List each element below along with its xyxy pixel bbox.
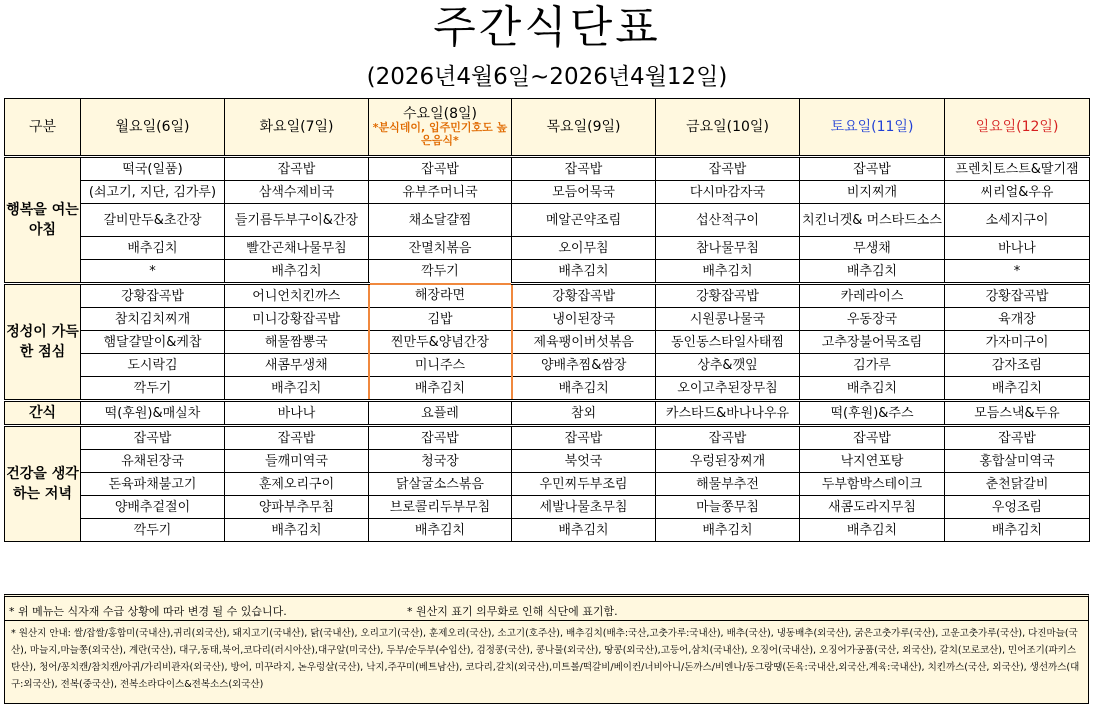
menu-cell: 돈육파채불고기 xyxy=(81,473,225,496)
menu-cell: 세발나물초무침 xyxy=(512,496,656,519)
menu-cell: 우엉조림 xyxy=(945,496,1090,519)
menu-cell: 깍두기 xyxy=(369,260,512,284)
category-header: 구분 xyxy=(5,99,81,157)
menu-cell: 바나나 xyxy=(225,401,369,426)
menu-cell: (쇠고기, 지단, 김가루) xyxy=(81,181,225,204)
menu-cell: 들기름두부구이&간장 xyxy=(225,204,369,237)
menu-cell: 잡곡밥 xyxy=(656,426,800,450)
menu-cell: 잡곡밥 xyxy=(800,157,945,181)
menu-cell: 잡곡밥 xyxy=(81,426,225,450)
menu-cell: 배추김치 xyxy=(945,377,1090,401)
lunch-row xyxy=(5,377,1090,401)
lunch-row xyxy=(5,308,1090,331)
menu-cell: 배추김치 xyxy=(225,519,369,542)
day-header-wed xyxy=(369,99,512,157)
menu-cell: 잔멸치볶음 xyxy=(369,237,512,260)
menu-cell: 배추김치 xyxy=(81,237,225,260)
breakfast-row xyxy=(5,260,1090,284)
menu-cell: 떡(후원)&매실차 xyxy=(81,401,225,426)
day-header-wed-label: 수요일(8일) xyxy=(403,105,477,122)
menu-cell: 배추김치 xyxy=(512,519,656,542)
menu-cell: 새콤도라지무침 xyxy=(800,496,945,519)
menu-cell: 새콤무생채 xyxy=(225,354,369,377)
menu-cell: 양파부추무침 xyxy=(225,496,369,519)
menu-cell: 감자조림 xyxy=(945,354,1090,377)
menu-cell: 카레라이스 xyxy=(800,284,945,308)
menu-cell: * xyxy=(81,260,225,284)
menu-cell: 햄달걀말이&케찹 xyxy=(81,331,225,354)
menu-cell: 채소달걀찜 xyxy=(369,204,512,237)
menu-cell: 우민찌두부조림 xyxy=(512,473,656,496)
menu-cell: 잡곡밥 xyxy=(800,426,945,450)
menu-cell: 해물부추전 xyxy=(656,473,800,496)
menu-cell: 배추김치 xyxy=(369,377,512,401)
breakfast-row xyxy=(5,157,1090,181)
menu-cell: 홍합살미역국 xyxy=(945,450,1090,473)
breakfast-row xyxy=(5,237,1090,260)
dinner-row xyxy=(5,473,1090,496)
menu-cell: 배추김치 xyxy=(800,260,945,284)
wed-special-note: *분식데이, 입주민기호도 높은음식* xyxy=(372,120,508,147)
menu-cell: 우동장국 xyxy=(800,308,945,331)
menu-cell: 배추김치 xyxy=(512,377,656,401)
menu-cell: 배추김치 xyxy=(225,260,369,284)
menu-cell: 삼색수제비국 xyxy=(225,181,369,204)
menu-cell: 빨간곤채나물무침 xyxy=(225,237,369,260)
menu-cell: 배추김치 xyxy=(512,260,656,284)
menu-cell: 양배추겉절이 xyxy=(81,496,225,519)
lunch-row xyxy=(5,331,1090,354)
menu-cell: 브로콜리두부무침 xyxy=(369,496,512,519)
menu-cell: 깍두기 xyxy=(81,519,225,542)
menu-cell: 김밥 xyxy=(369,308,512,331)
menu-cell: 잡곡밥 xyxy=(369,157,512,181)
menu-cell: 강황잡곡밥 xyxy=(512,284,656,308)
menu-cell: 잡곡밥 xyxy=(225,157,369,181)
menu-cell: 모듬스낵&두유 xyxy=(945,401,1090,426)
dinner-row xyxy=(5,450,1090,473)
menu-cell: 김가루 xyxy=(800,354,945,377)
menu-cell: 동인동스타일사태찜 xyxy=(656,331,800,354)
menu-cell: 어니언치킨까스 xyxy=(225,284,369,308)
day-header-sun: 일요일(12일) xyxy=(945,99,1090,157)
menu-cell: 양배추찜&쌈장 xyxy=(512,354,656,377)
menu-cell: 메알곤약조림 xyxy=(512,204,656,237)
day-header-sat: 토요일(11일) xyxy=(800,99,945,157)
menu-cell: 잡곡밥 xyxy=(512,426,656,450)
breakfast-row xyxy=(5,204,1090,237)
menu-cell: 씨리얼&우유 xyxy=(945,181,1090,204)
menu-cell: 배추김치 xyxy=(656,260,800,284)
menu-cell: 배추김치 xyxy=(369,519,512,542)
snack-row xyxy=(5,401,1090,426)
menu-cell: 배추김치 xyxy=(225,377,369,401)
menu-cell: 비지찌개 xyxy=(800,181,945,204)
menu-cell: 오이고추된장무침 xyxy=(656,377,800,401)
menu-cell: 깍두기 xyxy=(81,377,225,401)
menu-cell: 배추김치 xyxy=(945,519,1090,542)
menu-cell: 미니주스 xyxy=(369,354,512,377)
lunch-row xyxy=(5,354,1090,377)
menu-cell: 상추&깻잎 xyxy=(656,354,800,377)
menu-cell: 낙지연포탕 xyxy=(800,450,945,473)
menu-cell: 배추김치 xyxy=(800,377,945,401)
breakfast-label: 행복을 여는 아침 xyxy=(5,157,81,284)
snack-label: 간식 xyxy=(5,401,81,426)
menu-cell: 배추김치 xyxy=(656,519,800,542)
breakfast-row xyxy=(5,181,1090,204)
menu-cell: 참나물무침 xyxy=(656,237,800,260)
menu-cell: 프렌치토스트&딸기잼 xyxy=(945,157,1090,181)
menu-cell: 해장라면 xyxy=(369,284,512,308)
menu-cell: 치킨너겟& 머스타드소스 xyxy=(800,204,945,237)
menu-cell: 마늘쫑무침 xyxy=(656,496,800,519)
menu-cell: 떡국(일품) xyxy=(81,157,225,181)
dinner-row xyxy=(5,426,1090,450)
menu-cell: 소세지구이 xyxy=(945,204,1090,237)
menu-cell: 요플레 xyxy=(369,401,512,426)
menu-cell: 갈비만두&초간장 xyxy=(81,204,225,237)
dinner-row xyxy=(5,519,1090,542)
menu-cell: 유채된장국 xyxy=(81,450,225,473)
menu-cell: 섭산적구이 xyxy=(656,204,800,237)
menu-cell: 들깨미역국 xyxy=(225,450,369,473)
menu-cell: 유부주머니국 xyxy=(369,181,512,204)
menu-cell: 배추김치 xyxy=(800,519,945,542)
menu-cell: 고추장불어묵조림 xyxy=(800,331,945,354)
lunch-label: 정성이 가득한 점심 xyxy=(5,284,81,401)
menu-cell: 우렁된장찌개 xyxy=(656,450,800,473)
day-header-fri: 금요일(10일) xyxy=(656,99,800,157)
day-header-mon: 월요일(6일) xyxy=(81,99,225,157)
menu-cell: 두부함박스테이크 xyxy=(800,473,945,496)
menu-cell: 가자미구이 xyxy=(945,331,1090,354)
menu-cell: 찐만두&양념간장 xyxy=(369,331,512,354)
menu-cell: 육개장 xyxy=(945,308,1090,331)
origin-law-note: * 원산지 표기 의무화로 인해 식단에 표기함. xyxy=(407,605,618,618)
menu-cell: 강황잡곡밥 xyxy=(656,284,800,308)
menu-cell: 훈제오리구이 xyxy=(225,473,369,496)
menu-cell: 카스타드&바나나우유 xyxy=(656,401,800,426)
day-header-thu: 목요일(9일) xyxy=(512,99,656,157)
origin-info: * 원산지 안내: 쌀/잡쌀/홍합미(국내산),귀리(외국산), 돼지고기(국내산), 닭(국내산), 오리고기(국산), 훈제오리(국산), 소고기(호주산), 배추김치(배추:국산,고춧가루:국내산), 배추(국산), 냉동배추(외국산), 굵은고춧가루(국산), 고운고춧가루(국산), 다진마늘(국산), 마늘지,마늘쫑(외국산), 계란(국산), 대구,동태,북어,코다리(러시아산),대구알(미국산), 두부/순두부(수입산), 검정콩(국산), 콩나물(외국산), 땅콩(외국산),고등어,삼치(국내산), 오징어(국내산), 오징어가공품(국산, 외국산), 갈치(모로코산), 민어조기(파키스탄산), 청어/꽁치캔/참치캔/아귀/가리비관자(외국산), 방어, 미꾸라지, 논우렁살(국산), 낙지,주꾸미(베트남산), 코다리,갈치(외국산),미트볼/떡갈비/베이컨/너비아니/돈까스/비엔나/동그랑땡(돈육:국내산,외국산,계육:국내산), 치킨까스(국산, 외국산), 생선까스(대구:외국산), 전복(중국산), 전복소라다이스&전복소스(외국산) xyxy=(4,620,1089,704)
dinner-row xyxy=(5,496,1090,519)
menu-cell: 바나나 xyxy=(945,237,1090,260)
menu-cell: 모듬어묵국 xyxy=(512,181,656,204)
lunch-row xyxy=(5,284,1090,308)
menu-cell: 냉이된장국 xyxy=(512,308,656,331)
menu-cell: 해물짬뽕국 xyxy=(225,331,369,354)
menu-cell: 닭살굴소스볶음 xyxy=(369,473,512,496)
menu-cell: 무생채 xyxy=(800,237,945,260)
menu-cell: 참외 xyxy=(512,401,656,426)
page-title: 주간식단표 xyxy=(433,2,661,53)
menu-cell: 춘천닭갈비 xyxy=(945,473,1090,496)
menu-cell: 오이무침 xyxy=(512,237,656,260)
menu-cell: 북엇국 xyxy=(512,450,656,473)
dinner-label: 건강을 생각하는 저녁 xyxy=(5,426,81,542)
header-row xyxy=(5,99,1090,157)
period-subtitle: (2026년4월6일~2026년4월12일) xyxy=(366,64,728,90)
menu-cell: 떡(후원)&주스 xyxy=(800,401,945,426)
menu-cell: 참치김치찌개 xyxy=(81,308,225,331)
menu-cell: 잡곡밥 xyxy=(369,426,512,450)
menu-cell: 다시마감자국 xyxy=(656,181,800,204)
menu-cell: 잡곡밥 xyxy=(656,157,800,181)
day-header-tue: 화요일(7일) xyxy=(225,99,369,157)
menu-cell: 미니강황잡곡밥 xyxy=(225,308,369,331)
notes-bar xyxy=(4,594,1089,622)
menu-cell: 시원콩나물국 xyxy=(656,308,800,331)
menu-change-note: * 위 메뉴는 식자재 수급 상황에 따라 변경 될 수 있습니다. xyxy=(9,605,287,618)
menu-cell: 잡곡밥 xyxy=(512,157,656,181)
menu-cell: 잡곡밥 xyxy=(945,426,1090,450)
menu-cell: 도시락김 xyxy=(81,354,225,377)
weekly-menu-table xyxy=(4,98,1090,542)
menu-cell: * xyxy=(945,260,1090,284)
menu-cell: 강황잡곡밥 xyxy=(81,284,225,308)
menu-cell: 제육팽이버섯볶음 xyxy=(512,331,656,354)
menu-cell: 잡곡밥 xyxy=(225,426,369,450)
menu-cell: 청국장 xyxy=(369,450,512,473)
menu-cell: 강황잡곡밥 xyxy=(945,284,1090,308)
